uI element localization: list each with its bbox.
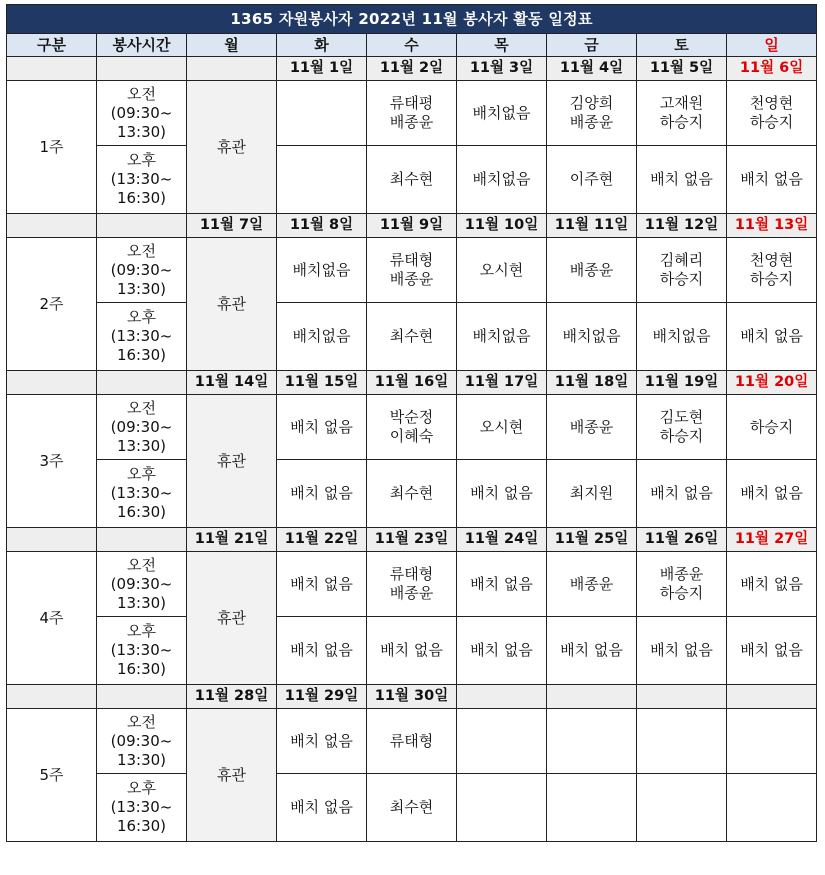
time-slot-line: 13:30): [116, 122, 167, 141]
date-cell: 11월 10일: [457, 214, 547, 238]
volunteer-name: 배종윤: [569, 417, 614, 436]
volunteer-name: 배치 없음: [470, 574, 533, 593]
volunteer-name: 배치없음: [652, 327, 711, 345]
date-row: [7, 371, 817, 395]
assignment-cell: [727, 460, 817, 528]
date-cell: 11월 4일: [547, 57, 637, 81]
pm-row: [7, 617, 817, 685]
date-row-blank: [7, 371, 97, 395]
time-slot-pm: [97, 146, 187, 214]
date-cell: 11월 15일: [277, 371, 367, 395]
volunteer-name: 배치없음: [472, 170, 531, 188]
am-row: [7, 709, 817, 774]
week-label: 2주: [7, 238, 97, 371]
time-slot-line: 16:30): [116, 660, 167, 678]
time-slot-line: 오전: [127, 712, 156, 731]
assignment-cell: [457, 774, 547, 842]
date-cell: 11월 5일: [637, 57, 727, 81]
time-slot-line: (13:30~: [110, 798, 173, 816]
volunteer-name: 하승지: [749, 270, 794, 288]
date-cell: 11월 26일: [637, 528, 727, 552]
volunteer-name: 배치없음: [472, 327, 531, 345]
time-slot-pm: [97, 774, 187, 842]
date-cell: 11월 6일: [727, 57, 817, 81]
time-slot-line: 오전: [127, 555, 156, 574]
volunteer-name: 오시현: [479, 260, 524, 279]
am-row: [7, 552, 817, 617]
assignment-cell: [277, 617, 367, 685]
assignment-cell: [367, 395, 457, 460]
assignment-cell: [727, 395, 817, 460]
header-row: [7, 34, 817, 57]
closed-cell: 휴관: [187, 709, 277, 842]
header-tuesday: 화: [277, 34, 367, 57]
am-row: [7, 81, 817, 146]
assignment-cell: [277, 238, 367, 303]
volunteer-name: 배치 없음: [560, 641, 623, 659]
time-slot-line: (13:30~: [110, 170, 173, 188]
time-slot-line: (09:30~: [110, 417, 173, 436]
volunteer-name: 오시현: [479, 417, 524, 436]
date-cell: 11월 28일: [187, 685, 277, 709]
closed-cell: 휴관: [187, 238, 277, 371]
date-cell: 11월 20일: [727, 371, 817, 395]
am-row: [7, 238, 817, 303]
date-cell: 11월 30일: [367, 685, 457, 709]
assignment-cell: [277, 774, 367, 842]
week-label: 4주: [7, 552, 97, 685]
header-thursday: 목: [457, 34, 547, 57]
assignment-cell: [637, 146, 727, 214]
assignment-cell: [547, 552, 637, 617]
assignment-cell: [457, 709, 547, 774]
date-cell: 11월 3일: [457, 57, 547, 81]
assignment-cell: [367, 146, 457, 214]
assignment-cell: [457, 303, 547, 371]
assignment-cell: [727, 774, 817, 842]
volunteer-name: 배치 없음: [740, 170, 803, 188]
time-slot-line: 오후: [127, 151, 156, 169]
volunteer-name: 배치 없음: [740, 327, 803, 345]
volunteer-name: 최수현: [389, 170, 434, 188]
time-slot-am: [97, 81, 187, 146]
volunteer-name: 고재원: [659, 94, 704, 112]
volunteer-name: 하승지: [659, 584, 704, 602]
date-row: [7, 528, 817, 552]
volunteer-name: 이혜숙: [389, 427, 434, 445]
pm-row: [7, 303, 817, 371]
date-cell: 11월 13일: [727, 214, 817, 238]
volunteer-name: 류태형: [389, 565, 434, 583]
assignment-cell: [727, 81, 817, 146]
volunteer-name: 최지원: [569, 484, 614, 502]
title-row: [7, 5, 817, 34]
volunteer-name: 배치없음: [292, 327, 351, 345]
volunteer-name: 박순정: [389, 408, 434, 426]
volunteer-name: 배종윤: [389, 113, 434, 131]
time-slot-line: (09:30~: [110, 103, 173, 122]
date-row: [7, 685, 817, 709]
assignment-cell: [277, 460, 367, 528]
volunteer-name: 배치없음: [292, 260, 351, 279]
date-cell: 11월 21일: [187, 528, 277, 552]
date-row-blank: [97, 57, 187, 81]
pm-row: [7, 146, 817, 214]
assignment-cell: [367, 81, 457, 146]
date-cell: 11월 18일: [547, 371, 637, 395]
assignment-cell: [457, 81, 547, 146]
date-cell: 11월 1일: [277, 57, 367, 81]
volunteer-name: 배종윤: [569, 260, 614, 279]
week-label: 1주: [7, 81, 97, 214]
header-category: 구분: [7, 34, 97, 57]
volunteer-name: 배치 없음: [290, 731, 353, 750]
date-row-blank: [7, 214, 97, 238]
time-slot-line: (13:30~: [110, 327, 173, 345]
assignment-cell: [547, 617, 637, 685]
assignment-cell: [547, 395, 637, 460]
time-slot-line: 오후: [127, 465, 156, 483]
date-cell: 11월 14일: [187, 371, 277, 395]
date-cell: 11월 22일: [277, 528, 367, 552]
assignment-cell: [727, 552, 817, 617]
assignment-cell: [367, 774, 457, 842]
volunteer-name: 천영현: [749, 251, 794, 269]
time-slot-line: 16:30): [116, 189, 167, 207]
time-slot-line: 오전: [127, 398, 156, 417]
volunteer-name: 하승지: [659, 270, 704, 288]
assignment-cell: [727, 617, 817, 685]
date-row: [7, 214, 817, 238]
time-slot-line: (13:30~: [110, 641, 173, 659]
date-row: [7, 57, 817, 81]
volunteer-name: 배치없음: [562, 327, 621, 345]
volunteer-name: 하승지: [659, 427, 704, 445]
time-slot-pm: [97, 460, 187, 528]
assignment-cell: [367, 303, 457, 371]
assignment-cell: [637, 709, 727, 774]
date-cell: 11월 16일: [367, 371, 457, 395]
volunteer-name: 배종윤: [389, 270, 434, 288]
time-slot-pm: [97, 303, 187, 371]
volunteer-name: 류태평: [389, 94, 434, 112]
time-slot-line: (09:30~: [110, 260, 173, 279]
date-cell: [187, 57, 277, 81]
header-service-time: 봉사시간: [97, 34, 187, 57]
date-row-blank: [97, 371, 187, 395]
week-label: 5주: [7, 709, 97, 842]
time-slot-line: 13:30): [116, 750, 167, 769]
volunteer-name: 배종윤: [659, 565, 704, 583]
volunteer-name: 하승지: [749, 417, 794, 436]
assignment-cell: [367, 238, 457, 303]
assignment-cell: [547, 303, 637, 371]
assignment-cell: [277, 146, 367, 214]
assignment-cell: [637, 617, 727, 685]
time-slot-line: (09:30~: [110, 574, 173, 593]
volunteer-name: 배치 없음: [650, 484, 713, 502]
time-slot-line: 16:30): [116, 817, 167, 835]
assignment-cell: [457, 552, 547, 617]
time-slot-line: 16:30): [116, 346, 167, 364]
volunteer-name: 천영현: [749, 94, 794, 112]
date-cell: 11월 23일: [367, 528, 457, 552]
volunteer-name: 김양희: [569, 94, 614, 112]
date-cell: 11월 9일: [367, 214, 457, 238]
volunteer-name: 김도현: [659, 408, 704, 426]
volunteer-name: 배치 없음: [290, 574, 353, 593]
pm-row: [7, 460, 817, 528]
volunteer-name: 하승지: [659, 113, 704, 131]
date-row-blank: [97, 214, 187, 238]
volunteer-name: 배치 없음: [470, 484, 533, 502]
volunteer-name: 배치 없음: [740, 484, 803, 502]
assignment-cell: [547, 774, 637, 842]
time-slot-line: (13:30~: [110, 484, 173, 502]
assignment-cell: [367, 709, 457, 774]
date-cell: 11월 27일: [727, 528, 817, 552]
sheet-title: 1365 자원봉사자 2022년 11월 봉사자 활동 일정표: [7, 5, 817, 34]
date-cell: 11월 11일: [547, 214, 637, 238]
time-slot-pm: [97, 617, 187, 685]
time-slot-line: 오전: [127, 241, 156, 260]
header-saturday: 토: [637, 34, 727, 57]
date-cell: 11월 2일: [367, 57, 457, 81]
closed-cell: 휴관: [187, 395, 277, 528]
volunteer-name: 배종윤: [389, 584, 434, 602]
assignment-cell: [277, 552, 367, 617]
volunteer-name: 배치 없음: [470, 641, 533, 659]
schedule-sheet: [6, 4, 816, 842]
volunteer-name: 배치 없음: [740, 641, 803, 659]
volunteer-name: 배치 없음: [650, 641, 713, 659]
date-cell: 11월 7일: [187, 214, 277, 238]
assignment-cell: [637, 395, 727, 460]
time-slot-line: 13:30): [116, 593, 167, 612]
date-cell: 11월 29일: [277, 685, 367, 709]
assignment-cell: [637, 238, 727, 303]
volunteer-name: 최수현: [389, 484, 434, 502]
schedule-table: [6, 4, 817, 842]
assignment-cell: [457, 146, 547, 214]
header-monday: 월: [187, 34, 277, 57]
time-slot-line: 오후: [127, 622, 156, 640]
assignment-cell: [727, 303, 817, 371]
time-slot-line: 13:30): [116, 279, 167, 298]
date-row-blank: [97, 528, 187, 552]
time-slot-am: [97, 552, 187, 617]
date-cell: 11월 12일: [637, 214, 727, 238]
date-cell: 11월 25일: [547, 528, 637, 552]
date-row-blank: [7, 57, 97, 81]
time-slot-line: 13:30): [116, 436, 167, 455]
volunteer-name: 김혜리: [659, 251, 704, 269]
date-cell: [457, 685, 547, 709]
assignment-cell: [277, 303, 367, 371]
assignment-cell: [547, 146, 637, 214]
assignment-cell: [637, 81, 727, 146]
time-slot-line: (09:30~: [110, 731, 173, 750]
header-friday: 금: [547, 34, 637, 57]
volunteer-name: 배치 없음: [740, 574, 803, 593]
date-cell: [727, 685, 817, 709]
date-cell: 11월 24일: [457, 528, 547, 552]
am-row: [7, 395, 817, 460]
assignment-cell: [637, 774, 727, 842]
assignment-cell: [547, 81, 637, 146]
time-slot-line: 오후: [127, 779, 156, 797]
closed-cell: 휴관: [187, 81, 277, 214]
date-cell: 11월 19일: [637, 371, 727, 395]
time-slot-am: [97, 709, 187, 774]
assignment-cell: [277, 81, 367, 146]
volunteer-name: 배치 없음: [650, 170, 713, 188]
volunteer-name: 배종윤: [569, 113, 614, 131]
assignment-cell: [367, 460, 457, 528]
pm-row: [7, 774, 817, 842]
volunteer-name: 최수현: [389, 327, 434, 345]
time-slot-am: [97, 395, 187, 460]
assignment-cell: [457, 460, 547, 528]
volunteer-name: 배종윤: [569, 574, 614, 593]
volunteer-name: 이주현: [569, 170, 614, 188]
volunteer-name: 배치 없음: [290, 641, 353, 659]
assignment-cell: [367, 552, 457, 617]
volunteer-name: 최수현: [389, 798, 434, 816]
date-cell: [547, 685, 637, 709]
assignment-cell: [637, 552, 727, 617]
time-slot-line: 16:30): [116, 503, 167, 521]
date-row-blank: [7, 685, 97, 709]
week-label: 3주: [7, 395, 97, 528]
date-row-blank: [97, 685, 187, 709]
assignment-cell: [277, 395, 367, 460]
date-cell: 11월 8일: [277, 214, 367, 238]
assignment-cell: [457, 238, 547, 303]
header-sunday: 일: [727, 34, 817, 57]
assignment-cell: [637, 303, 727, 371]
volunteer-name: 류태형: [389, 251, 434, 269]
assignment-cell: [367, 617, 457, 685]
date-cell: 11월 17일: [457, 371, 547, 395]
assignment-cell: [547, 460, 637, 528]
volunteer-name: 배치 없음: [290, 417, 353, 436]
time-slot-line: 오후: [127, 308, 156, 326]
volunteer-name: 류태형: [389, 731, 434, 750]
assignment-cell: [547, 238, 637, 303]
volunteer-name: 배치없음: [472, 103, 531, 122]
assignment-cell: [637, 460, 727, 528]
assignment-cell: [547, 709, 637, 774]
date-cell: [637, 685, 727, 709]
time-slot-line: 오전: [127, 84, 156, 103]
volunteer-name: 배치 없음: [290, 798, 353, 816]
closed-cell: 휴관: [187, 552, 277, 685]
assignment-cell: [457, 395, 547, 460]
volunteer-name: 배치 없음: [290, 484, 353, 502]
assignment-cell: [277, 709, 367, 774]
assignment-cell: [727, 709, 817, 774]
volunteer-name: 하승지: [749, 113, 794, 131]
time-slot-am: [97, 238, 187, 303]
header-wednesday: 수: [367, 34, 457, 57]
assignment-cell: [727, 146, 817, 214]
date-row-blank: [7, 528, 97, 552]
volunteer-name: 배치 없음: [380, 641, 443, 659]
assignment-cell: [457, 617, 547, 685]
assignment-cell: [727, 238, 817, 303]
